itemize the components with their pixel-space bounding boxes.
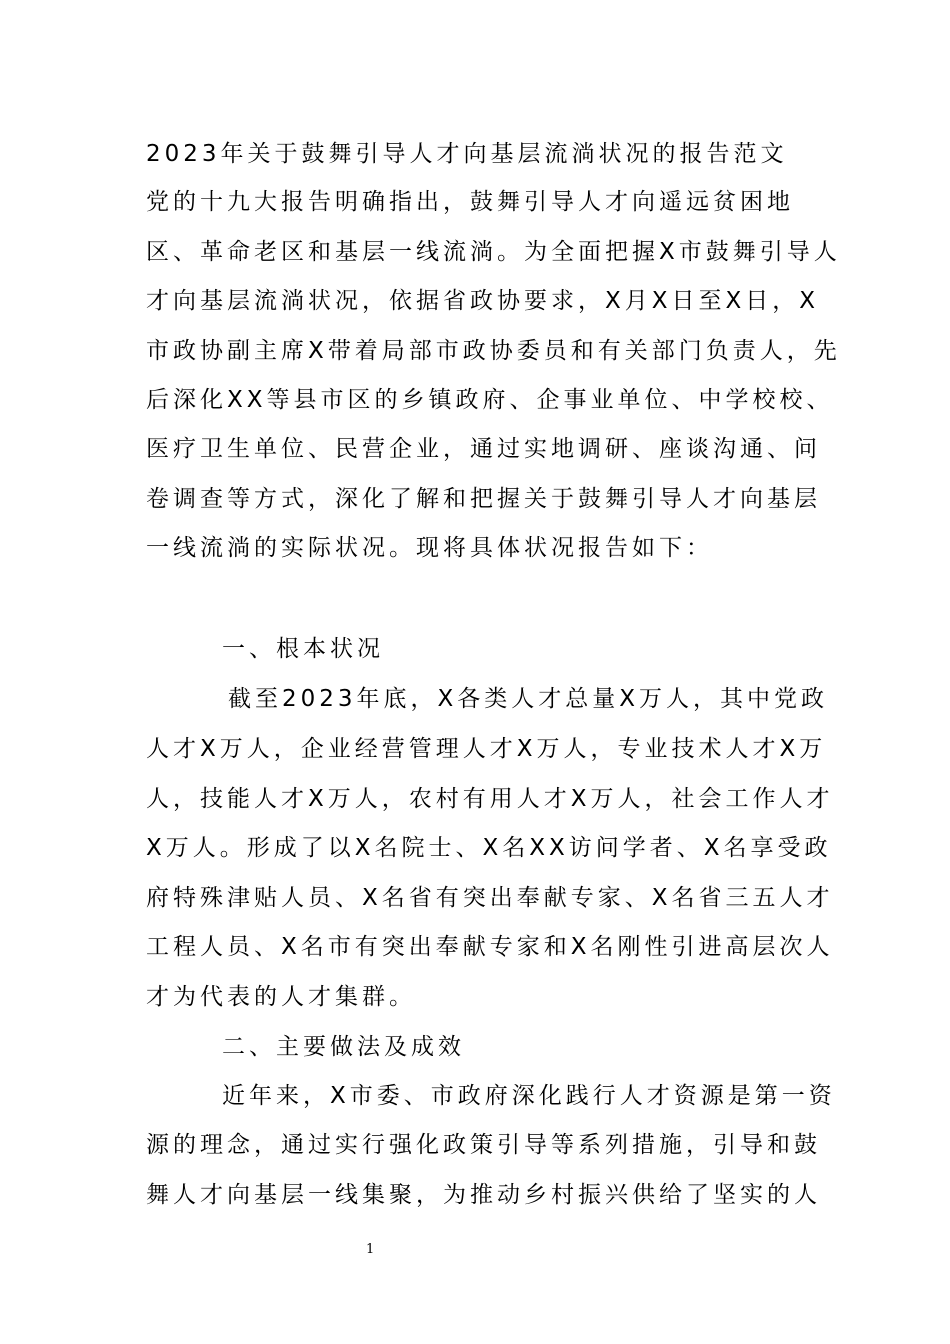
paragraph-line: 府特殊津贴人员、X名省有突出奉献专家、X名省三五人才 [146,885,834,911]
paragraph-line: 舞人才向基层一线集聚，为推动乡村振兴供给了坚实的人 [146,1182,821,1208]
paragraph-line: 人，技能人才X万人，农村有用人才X万人，社会工作人才 [146,786,834,812]
paragraph-line: 医疗卫生单位、民营企业，通过实地调研、座谈沟通、问 [146,436,821,462]
page-number: 1 [366,1242,375,1257]
paragraph-line: 近年来，X市委、市政府深化践行人才资源是第一资 [222,1083,836,1109]
paragraph-line: 一线流淌的实际状况。现将具体状况报告如下： [146,535,713,561]
paragraph-line: 才向基层流淌状况，依据省政协要求，X月X日至X日，X [146,288,820,314]
paragraph-line: 党的十九大报告明确指出，鼓舞引导人才向遥远贫困地 [146,189,794,215]
paragraph-line: 截至2023年底，X各类人才总量X万人，其中党政 [228,686,829,712]
paragraph-line: 后深化XX等县市区的乡镇政府、企事业单位、中学校校、 [146,387,834,413]
paragraph-line: 区、革命老区和基层一线流淌。为全面把握X市鼓舞引导人 [146,239,841,265]
paragraph-line: X万人。形成了以X名院士、X名XX访问学者、X名享受政 [146,835,832,861]
section-heading-basic-situation: 一、根本状况 [222,636,384,662]
paragraph-line: 才为代表的人才集群。 [146,984,416,1010]
paragraph-line: 源的理念，通过实行强化政策引导等系列措施，引导和鼓 [146,1132,821,1158]
paragraph-line: 工程人员、X名市有突出奉献专家和X名刚性引进高层次人 [146,934,834,960]
paragraph-line: 卷调查等方式，深化了解和把握关于鼓舞引导人才向基层 [146,486,821,512]
section-heading-main-practices: 二、主要做法及成效 [222,1034,465,1060]
paragraph-line: 人才X万人，企业经营管理人才X万人，专业技术人才X万 [146,736,827,762]
paragraph-line: 市政协副主席X带着局部市政协委员和有关部门负责人，先 [146,338,841,364]
title-line: 2023年关于鼓舞引导人才向基层流淌状况的报告范文 [146,141,788,167]
